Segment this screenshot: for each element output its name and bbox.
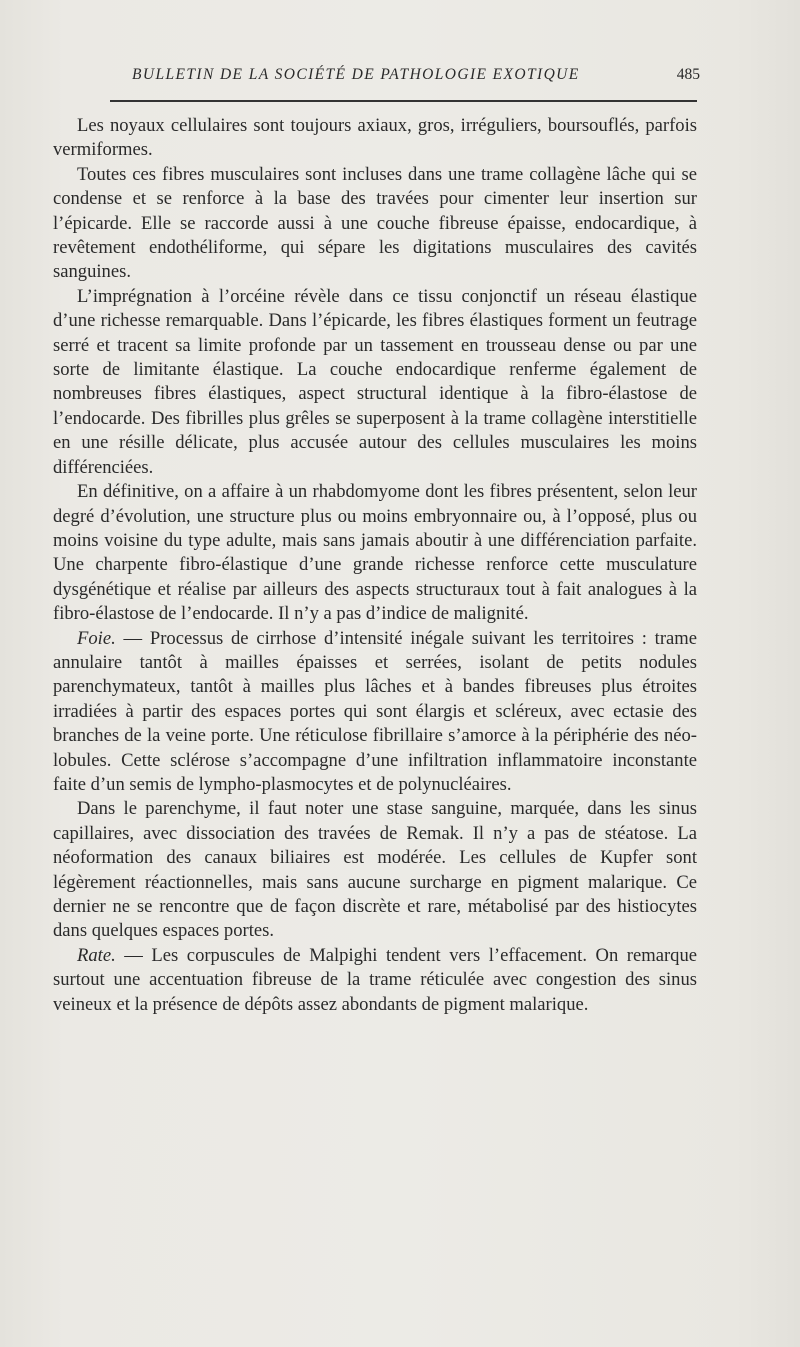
paragraph [53, 163, 697, 285]
section-heading-rate: Rate. [77, 944, 116, 966]
paragraph-text: — Processus de cirrhose d’intensité inégale suivant les territoires : trame annulaire tantôt à mailles épaisses et serrées, isolant de petits nodules parenchymateux, tantôt à mailles plus lâches et à bandes fibreuses plus étroites irradiées à partir des espaces portes qui sont élargis et scléreux, avec ectasie des branches de la veine porte. Une réticulose fibrillaire s’amorce à la périphérie des néo-lobules. Cette sclérose s’accompagne d’une infiltration inflammatoire inconstante faite d’un semis de lympho-plasmocytes et de polynucléaires. [53, 627, 697, 795]
body-text [53, 114, 697, 1017]
paragraph-text: Toutes ces fibres musculaires sont incluses dans une trame collagène lâche qui se condense et se renforce à la base des travées pour cimenter leur insertion sur l’épicarde. Elle se raccorde aussi à une couche fibreuse épaisse, endocardique, à revêtement endothéliforme, qui sépare les digitations musculaires des cavités sanguines. [53, 163, 697, 283]
paragraph-rate [53, 944, 697, 1017]
paragraph [53, 114, 697, 163]
page-number: 485 [676, 66, 700, 83]
section-heading-foie: Foie. [77, 627, 116, 649]
paragraph-text: Dans le parenchyme, il faut noter une stase sanguine, marquée, dans les sinus capillaires, avec dissociation des travées de Remak. Il n’y a pas de stéatose. La néoformation des canaux biliaires est modérée. Les cellules de Kupfer sont légèrement réactionnelles, mais sans aucune surcharge en pigment malarique. Ce dernier ne se rencontre que de façon discrète et rare, métabolisé par des histiocytes dans quelques espaces portes. [53, 798, 697, 942]
paragraph-text: L’imprégnation à l’orcéine révèle dans ce tissu conjonctif un réseau élastique d’une richesse remarquable. Dans l’épicarde, les fibres élastiques forment un feutrage serré et tracent sa limite profonde par un tassement en trousseau dense ou par une sorte de limitante élastique. La couche endocardique renferme également de nombreuses fibres élastiques, aspect structural identique à la fibro-élastose de l’endocarde. Des fibrilles plus grêles se superposent à la trame collagène interstitielle en une résille délicate, plus accusée autour des cellules musculaires les moins différenciées. [53, 285, 697, 478]
paragraph-text: Les noyaux cellulaires sont toujours axiaux, gros, irréguliers, boursouflés, parfois vermiformes. [53, 115, 697, 161]
running-title: BULLETIN DE LA SOCIÉTÉ DE PATHOLOGIE EXOTIQUE [132, 66, 580, 83]
paragraph-foie [53, 627, 697, 798]
paragraph-text: — Les corpuscules de Malpighi tendent vers l’effacement. On remarque surtout une accentuation fibreuse de la trame réticulée avec congestion des sinus veineux et la présence de dépôts assez abondants de pigment malarique. [53, 944, 697, 1015]
page-header [110, 66, 700, 90]
paragraph [53, 285, 697, 480]
paragraph-text: En définitive, on a affaire à un rhabdomyome dont les fibres présentent, selon leur degré d’évolution, une structure plus ou moins embryonnaire ou, à l’opposé, plus ou moins voisine du type adulte, mais sans jamais aboutir à une différenciation parfaite. Une charpente fibro-élastique d’une grande richesse renforce cette musculature dysgénétique et réalise par ailleurs des aspects structuraux tout à fait analogues à la fibro-élastose de l’endocarde. Il n’y a pas d’indice de malignité. [53, 481, 697, 625]
header-rule [110, 100, 697, 102]
paragraph [53, 480, 697, 626]
paragraph [53, 797, 697, 943]
